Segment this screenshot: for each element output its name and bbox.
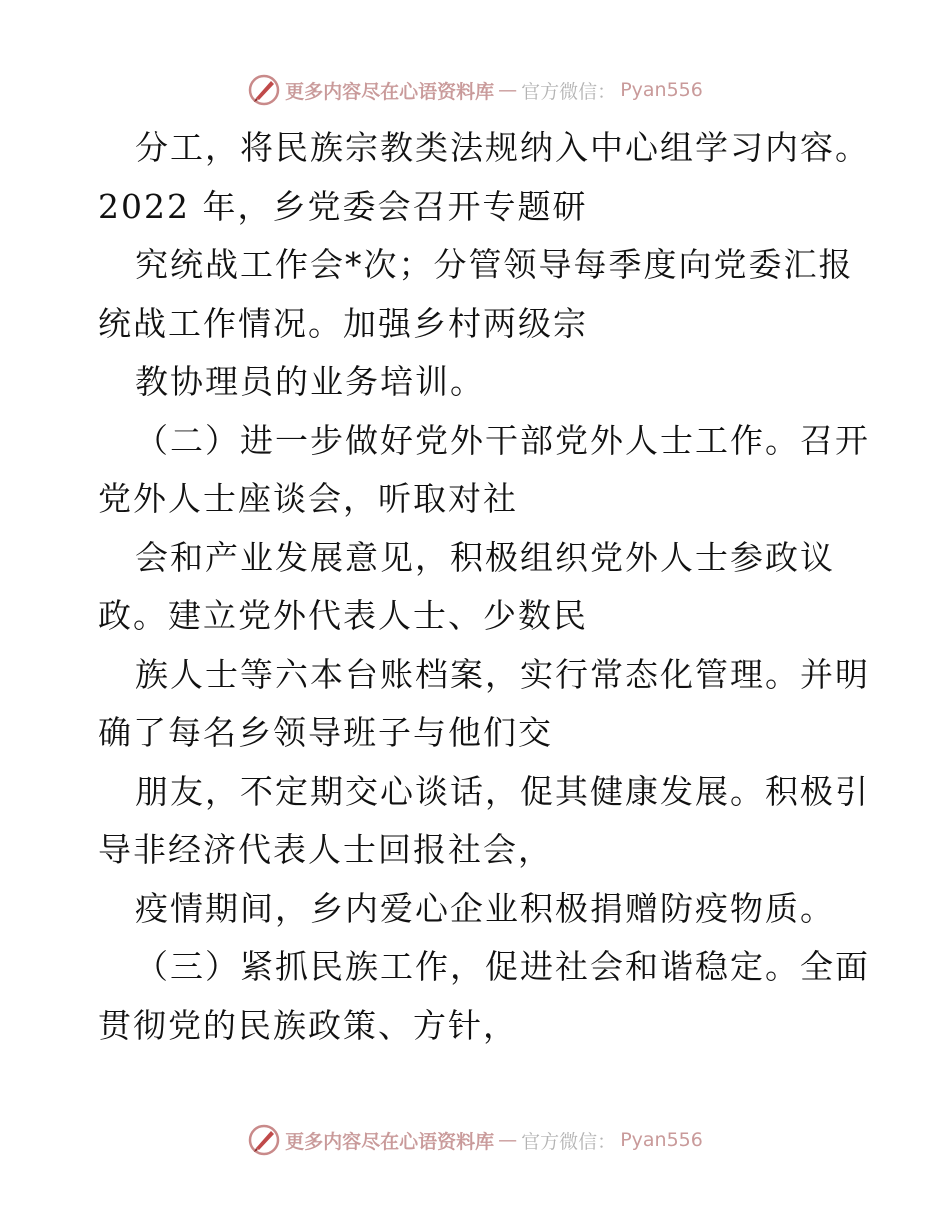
watermark-wechat-id: Pyan556: [620, 79, 703, 101]
text-line: （二）进一步做好党外干部党外人士工作。召开: [135, 420, 870, 460]
watermark-dash: —: [498, 79, 518, 101]
text-line: 贯彻党的民族政策、方针，: [98, 1005, 518, 1045]
text-line: 会和产业发展意见，积极组织党外人士参政议: [135, 537, 835, 577]
footer-watermark: [0, 1122, 950, 1158]
text-line: 究统战工作会*次；分管领导每季度向党委汇报: [135, 245, 854, 284]
text-line: 疫情期间，乡内爱心企业积极捐赠防疫物质。: [135, 888, 835, 928]
text-line: 统战工作情况。加强乡村两级宗: [98, 303, 588, 343]
text-line: 族人士等六本台账档案，实行常态化管理。并明: [135, 654, 870, 694]
quill-logo-icon: [247, 73, 281, 107]
text-line: 政。建立党外代表人士、少数民: [98, 596, 588, 635]
quill-logo-icon: [247, 1123, 281, 1157]
text-line: 党外人士座谈会，听取对社: [98, 479, 518, 518]
text-line: 教协理员的业务培训。: [135, 362, 485, 401]
text-line: 分工，将民族宗教类法规纳入中心组学习内容。: [135, 128, 870, 167]
watermark-main-text: 更多内容尽在心语资料库: [285, 1130, 495, 1153]
text-line: 导非经济代表人士回报社会，: [98, 830, 553, 869]
text-line: 朋友，不定期交心谈话，促其健康发展。积极引: [135, 771, 870, 811]
watermark-sub-text: 官方微信：: [521, 1130, 617, 1153]
watermark-main-text: 更多内容尽在心语资料库: [285, 80, 495, 103]
text-line: （三）紧抓民族工作，促进社会和谐稳定。全面: [135, 947, 870, 986]
watermark-wechat-id: Pyan556: [620, 1129, 703, 1151]
header-watermark: [0, 72, 950, 108]
document-body: [98, 124, 870, 1060]
text-line: 2022 年，乡党委会召开专题研: [98, 186, 588, 226]
watermark-dash: —: [498, 1129, 518, 1151]
text-line: 确了每名乡领导班子与他们交: [98, 713, 553, 752]
watermark-sub-text: 官方微信：: [521, 80, 617, 103]
